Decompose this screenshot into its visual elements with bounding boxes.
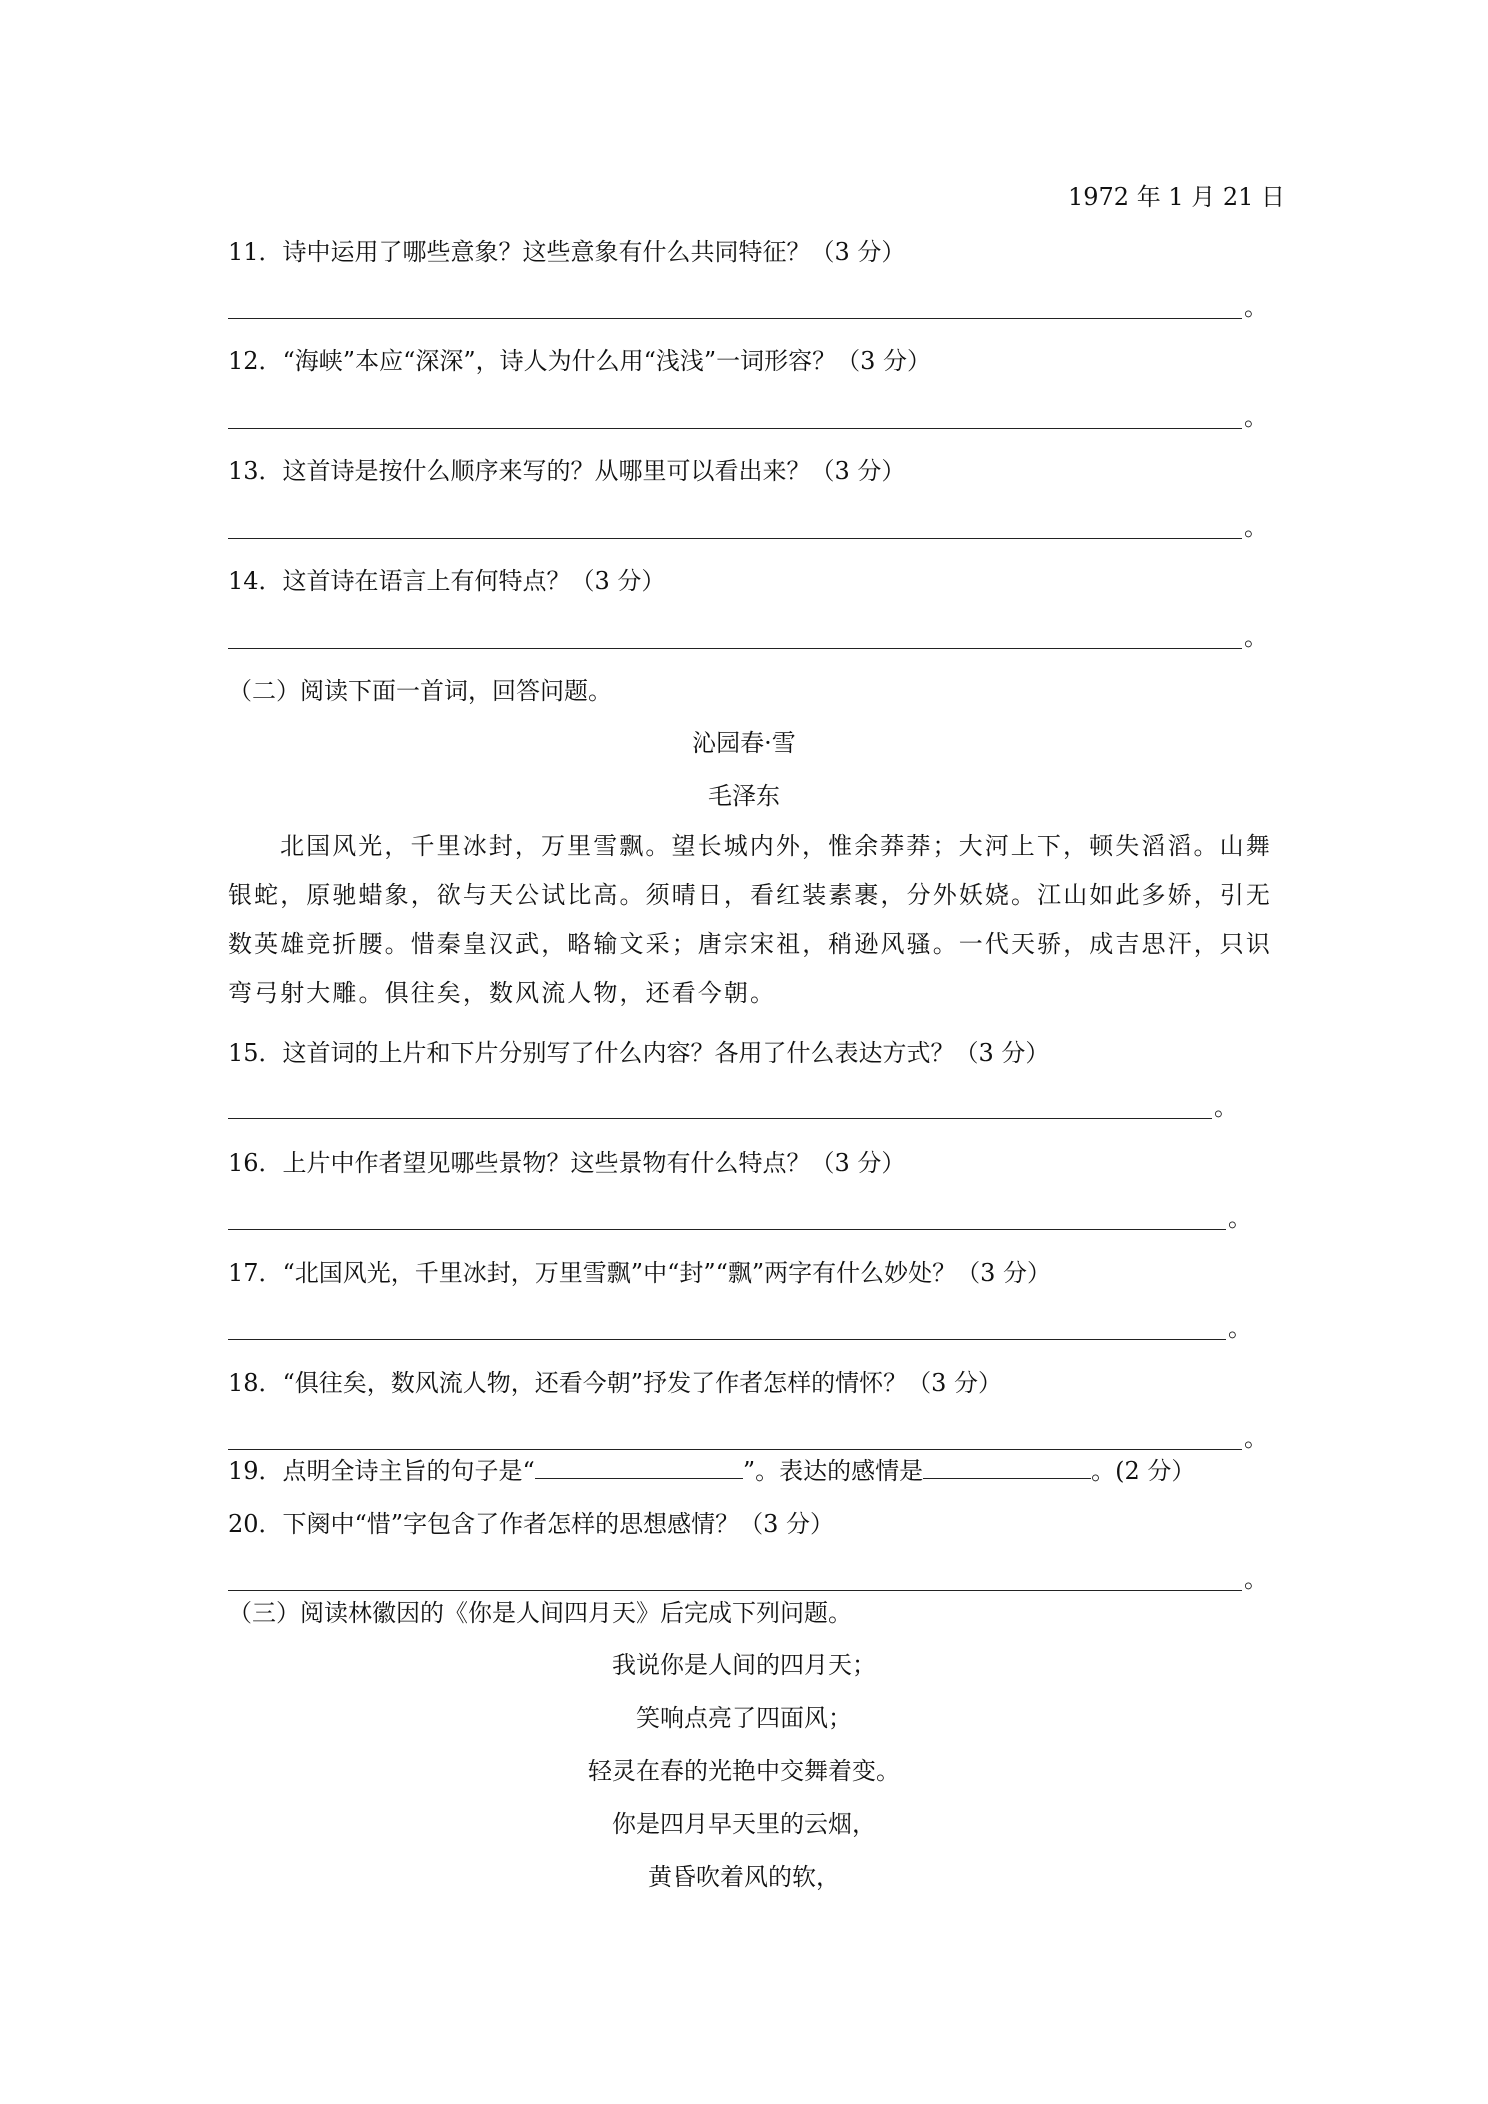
poem-text: 北国风光，千里冰封，万里雪飘。望长城内外，惟余莽莽；大河上下，顿失滔滔。山舞银蛇，原驰蜡象，欲与天公试比高。须晴日，看红装素裹，分外妖娆。江山如此多娇，引无数英雄竞折腰。惜秦皇汉武，略输文采；唐宗宋祖，稍逊风骚。一代天骄，成吉思汗，只识弯弓射大雕。俱往矣，数风流人物，还看今朝。	[228, 832, 1272, 1007]
section3-heading: （三）阅读林徽因的《你是人间四月天》后完成下列问题。	[228, 1599, 852, 1627]
poem2-line-5: 黄昏吹着风的软，	[648, 1863, 840, 1891]
answer-end-12: 。	[1244, 403, 1268, 431]
answer-end-17: 。	[1228, 1314, 1252, 1342]
answer-end-16: 。	[1228, 1204, 1252, 1232]
answer-line-20[interactable]	[228, 1590, 1242, 1591]
answer-end-20: 。	[1244, 1565, 1268, 1593]
answer-line-14[interactable]	[228, 648, 1242, 649]
answer-end-18: 。	[1244, 1424, 1268, 1452]
poem-title: 沁园春·雪	[692, 729, 796, 757]
answer-end-15: 。	[1214, 1093, 1238, 1121]
answer-line-11[interactable]	[228, 318, 1242, 319]
answer-line-17[interactable]	[228, 1339, 1226, 1340]
question-19-suffix: 。(2 分）	[1091, 1457, 1196, 1485]
answer-line-18[interactable]	[228, 1449, 1242, 1450]
poem2-line-3: 轻灵在春的光艳中交舞着变。	[588, 1757, 900, 1785]
poem2-line-2: 笑响点亮了四面风；	[636, 1704, 852, 1732]
question-18: 18．“俱往矣，数风流人物，还看今朝”抒发了作者怎样的情怀？（3 分）	[228, 1369, 1002, 1397]
question-20: 20．下阕中“惜”字包含了作者怎样的思想感情？（3 分）	[228, 1510, 834, 1538]
question-15: 15．这首词的上片和下片分别写了什么内容？各用了什么表达方式？（3 分）	[228, 1039, 1050, 1067]
answer-blank-19b[interactable]	[923, 1456, 1091, 1479]
question-13: 13．这首诗是按什么顺序来写的？从哪里可以看出来？（3 分）	[228, 457, 906, 485]
answer-end-13: 。	[1244, 513, 1268, 541]
poem2-line-4: 你是四月早天里的云烟，	[612, 1810, 876, 1838]
question-16: 16．上片中作者望见哪些景物？这些景物有什么特点？（3 分）	[228, 1149, 906, 1177]
poem-author: 毛泽东	[708, 782, 780, 810]
section2-heading: （二）阅读下面一首词，回答问题。	[228, 677, 612, 705]
question-19-prefix: 19．点明全诗主旨的句子是“	[228, 1457, 535, 1485]
answer-end-14: 。	[1244, 623, 1268, 651]
answer-line-15[interactable]	[228, 1118, 1212, 1119]
question-17: 17．“北国风光，千里冰封，万里雪飘”中“封”“飘”两字有什么妙处？（3 分）	[228, 1259, 1052, 1287]
date: 1972 年 1 月 21 日	[1068, 183, 1286, 211]
question-19-middle: ”。表达的感情是	[742, 1457, 924, 1485]
answer-line-12[interactable]	[228, 428, 1242, 429]
question-11: 11．诗中运用了哪些意象？这些意象有什么共同特征？（3 分）	[228, 238, 906, 266]
poem2-line-1: 我说你是人间的四月天；	[612, 1651, 876, 1679]
answer-line-16[interactable]	[228, 1229, 1226, 1230]
question-14: 14．这首诗在语言上有何特点？（3 分）	[228, 567, 666, 595]
answer-end-11: 。	[1244, 293, 1268, 321]
answer-blank-19a[interactable]	[535, 1456, 743, 1479]
answer-line-13[interactable]	[228, 538, 1242, 539]
question-19	[228, 1456, 1195, 1486]
question-12: 12．“海峡”本应“深深”，诗人为什么用“浅浅”一词形容？（3 分）	[228, 347, 932, 375]
